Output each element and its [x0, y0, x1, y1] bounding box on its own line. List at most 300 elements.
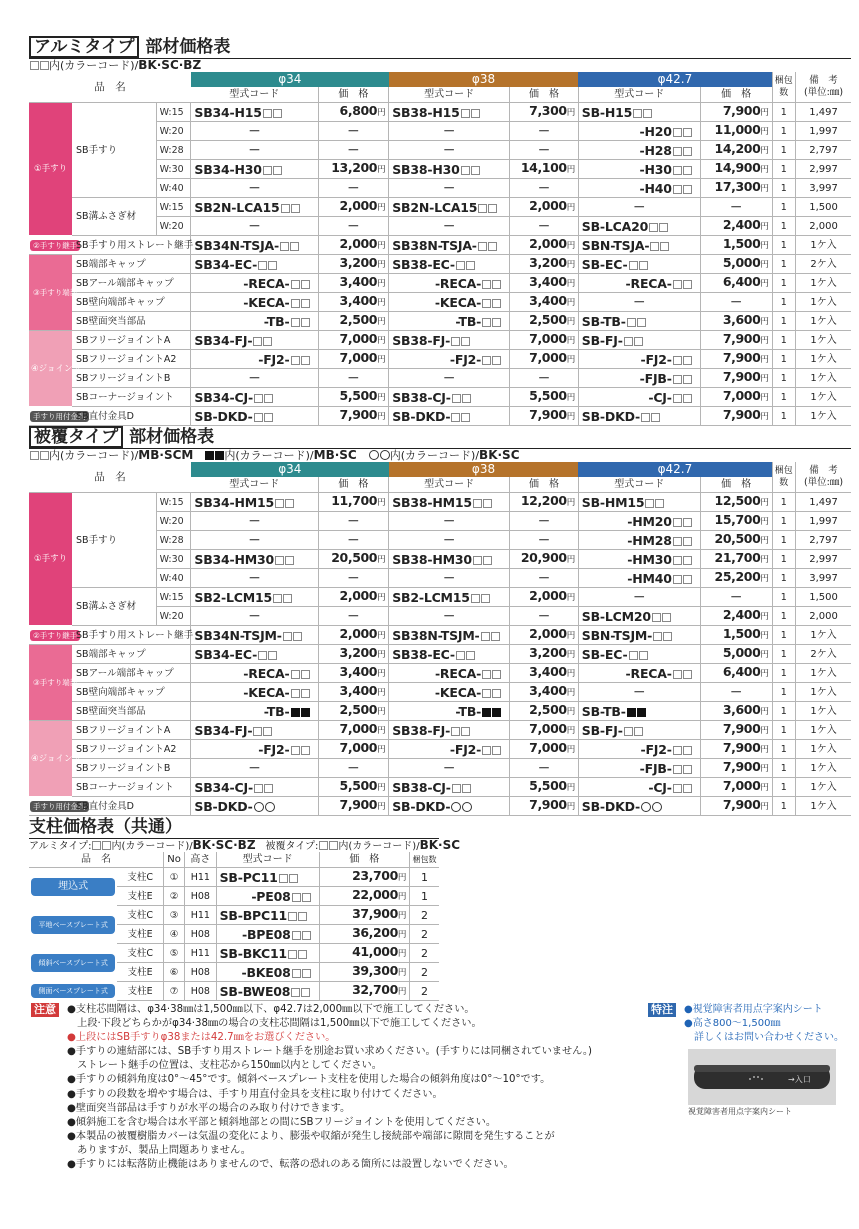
- item-name: SB手すり: [72, 103, 156, 198]
- code-cell: SB38-CJ-: [389, 778, 510, 797]
- special-line-2: ●高さ800～1,500㎜: [684, 1018, 781, 1029]
- remarks-cell: 1ケ入: [796, 312, 851, 331]
- code-cell: SB38-EC-: [389, 645, 510, 664]
- code-cell: SB34-FJ-: [191, 331, 318, 350]
- pack-cell: 1: [772, 588, 796, 607]
- post-hdr-pack: 梱包数: [410, 852, 439, 868]
- pack-cell: 1: [772, 797, 796, 816]
- table-row: [29, 103, 851, 122]
- price-cell: －: [318, 759, 389, 778]
- code-cell: －: [191, 607, 318, 626]
- code-cell: SB38-HM30: [389, 550, 510, 569]
- price-cell: 7,900円: [700, 350, 772, 369]
- pack-cell: 1: [772, 645, 796, 664]
- code-cell: -FJ2-: [578, 740, 700, 759]
- price-cell: 1,500円: [700, 626, 772, 645]
- price-cell: 2,500円: [510, 312, 579, 331]
- code-cell: SB34-EC-: [191, 255, 318, 274]
- post-category: 傾斜ベースプレート式: [29, 944, 117, 982]
- aluminum-price-table: [29, 72, 851, 426]
- category-cell: ②手すり継手: [29, 236, 72, 255]
- price-cell: 7,000円: [700, 778, 772, 797]
- hdr-d38: φ38: [389, 462, 579, 477]
- price-cell: 20,900円: [510, 550, 579, 569]
- table-row: [29, 982, 439, 1001]
- code-cell: －: [389, 141, 510, 160]
- width-cell: W:20: [156, 512, 191, 531]
- hdr-d38: φ38: [389, 72, 579, 87]
- price-cell: 5,500円: [318, 388, 389, 407]
- pack-cell: 1: [772, 683, 796, 702]
- post-price: 39,300円: [319, 963, 409, 982]
- table-row: [29, 868, 439, 887]
- post-code: -BPE08: [216, 925, 319, 944]
- remarks-cell: 1ケ入: [796, 664, 851, 683]
- code-cell: SB-DKD-: [389, 797, 510, 816]
- pack-cell: 1: [772, 407, 796, 426]
- code-cell: －: [389, 607, 510, 626]
- table-row: [29, 293, 851, 312]
- table-row: [29, 198, 851, 217]
- table-row: [29, 369, 851, 388]
- pack-cell: 1: [772, 721, 796, 740]
- code-cell: SB2N-LCA15: [389, 198, 510, 217]
- code-cell: SB-DKD-: [191, 797, 318, 816]
- price-cell: －: [510, 759, 579, 778]
- table-row: [29, 740, 851, 759]
- code-cell: -FJ2-: [578, 350, 700, 369]
- price-cell: 7,000円: [510, 740, 579, 759]
- remarks-cell: 3,997: [796, 569, 851, 588]
- note-line: ●壁面突当部品は手すりが水平の場合のみ取り付けできます。: [67, 1102, 351, 1114]
- hdr-code: 型式コード: [191, 87, 318, 103]
- price-cell: －: [318, 512, 389, 531]
- table-row: [29, 274, 851, 293]
- pack-cell: 1: [772, 179, 796, 198]
- pack-cell: 1: [772, 293, 796, 312]
- post-pack: 2: [410, 963, 439, 982]
- table-row: [29, 350, 851, 369]
- note-line: ●上段にはSB手すりφ38または42.7㎜をお選びください。: [67, 1032, 336, 1044]
- item-name: SB壁向端部キャップ: [72, 293, 191, 312]
- post-category: 側面ベースプレート式: [29, 982, 117, 1001]
- table-row: [29, 626, 851, 645]
- pack-cell: 1: [772, 350, 796, 369]
- hdr-code: 型式コード: [578, 477, 700, 493]
- pack-cell: 1: [772, 331, 796, 350]
- post-pack: 2: [410, 925, 439, 944]
- price-cell: 7,000円: [318, 721, 389, 740]
- remarks-cell: 1ケ入: [796, 797, 851, 816]
- note-line: ●手すりには転落防止機能はありませんので、転落の恐れのある箇所には設置しないでください。: [67, 1159, 514, 1171]
- item-name: SB壁向端部キャップ: [72, 683, 191, 702]
- code-cell: -CJ-: [578, 388, 700, 407]
- caution-tag: 注意: [31, 1003, 59, 1017]
- code-cell: SB34-FJ-: [191, 721, 318, 740]
- remarks-cell: 1,497: [796, 493, 851, 512]
- post-no: ⑤: [164, 944, 185, 963]
- hdr-pack: 梱包 数: [772, 72, 796, 103]
- code-cell: -RECA-: [191, 664, 318, 683]
- item-name: SB壁面突当部品: [72, 312, 191, 331]
- remarks-cell: 1ケ入: [796, 388, 851, 407]
- price-cell: 7,000円: [318, 331, 389, 350]
- remarks-cell: 1ケ入: [796, 331, 851, 350]
- price-cell: 3,400円: [318, 664, 389, 683]
- post-hdr-no: No: [164, 852, 185, 868]
- price-cell: 2,000円: [510, 236, 579, 255]
- hdr-d427: φ42.7: [578, 72, 772, 87]
- code-cell: －: [191, 569, 318, 588]
- table-row: [29, 797, 851, 816]
- table-row: [29, 493, 851, 512]
- code-cell: -HM20: [578, 512, 700, 531]
- price-cell: 25,200円: [700, 569, 772, 588]
- code-cell: -H30: [578, 160, 700, 179]
- code-cell: -H28: [578, 141, 700, 160]
- width-cell: W:40: [156, 569, 191, 588]
- code-cell: SB38-CJ-: [389, 388, 510, 407]
- table-row: [29, 255, 851, 274]
- price-cell: －: [700, 293, 772, 312]
- code-cell: SB38N-TSJM-: [389, 626, 510, 645]
- width-cell: W:20: [156, 217, 191, 236]
- hdr-d427: φ42.7: [578, 462, 772, 477]
- item-name: SBフリージョイントA: [72, 721, 191, 740]
- remarks-cell: 2ケ入: [796, 255, 851, 274]
- pack-cell: 1: [772, 312, 796, 331]
- pack-cell: 1: [772, 626, 796, 645]
- price-cell: 2,000円: [318, 236, 389, 255]
- post-height: H08: [185, 963, 217, 982]
- remarks-cell: 3,997: [796, 179, 851, 198]
- table-row: [29, 702, 851, 721]
- code-cell: －: [578, 588, 700, 607]
- post-title: 支柱価格表（共通）: [29, 817, 182, 837]
- pack-cell: 1: [772, 778, 796, 797]
- post-name: 支柱E: [117, 963, 163, 982]
- price-cell: －: [318, 217, 389, 236]
- remarks-cell: 1ケ入: [796, 778, 851, 797]
- hdr-code: 型式コード: [389, 87, 510, 103]
- price-cell: 6,400円: [700, 274, 772, 293]
- table-row: [29, 683, 851, 702]
- price-cell: 2,000円: [510, 198, 579, 217]
- price-cell: 20,500円: [700, 531, 772, 550]
- hdr-price: 価 格: [700, 477, 772, 493]
- width-cell: W:30: [156, 160, 191, 179]
- pack-cell: 1: [772, 122, 796, 141]
- item-name: SBフリージョイントA2: [72, 350, 191, 369]
- width-cell: W:15: [156, 493, 191, 512]
- pack-cell: 1: [772, 198, 796, 217]
- hdr-remarks: 備 考 (単位:㎜): [796, 72, 851, 103]
- table-row: [29, 312, 851, 331]
- code-cell: SB-LCA20: [578, 217, 700, 236]
- category-cell: ②手すり継手: [29, 626, 72, 645]
- code-cell: -RECA-: [389, 664, 510, 683]
- special-order: [648, 1003, 858, 1119]
- code-cell: -HM30: [578, 550, 700, 569]
- code-cell: －: [191, 531, 318, 550]
- hdr-code: 型式コード: [578, 87, 700, 103]
- price-cell: 3,400円: [510, 293, 579, 312]
- code-cell: SB-H15: [578, 103, 700, 122]
- coated-title: 被覆タイプ 部材価格表: [29, 426, 851, 448]
- hdr-code: 型式コード: [389, 477, 510, 493]
- price-cell: －: [318, 569, 389, 588]
- code-cell: －: [191, 122, 318, 141]
- category-cell: 手すり用付金具: [29, 797, 72, 816]
- post-code: SB-BKC11: [216, 944, 319, 963]
- code-cell: SB34N-TSJM-: [191, 626, 318, 645]
- price-cell: 3,400円: [318, 274, 389, 293]
- pack-cell: 1: [772, 759, 796, 778]
- code-cell: －: [191, 141, 318, 160]
- price-cell: －: [318, 607, 389, 626]
- post-hdr-item: 品 名: [29, 852, 164, 868]
- price-cell: －: [318, 141, 389, 160]
- pack-cell: 1: [772, 274, 796, 293]
- code-cell: -CJ-: [578, 778, 700, 797]
- coated-section: [29, 426, 851, 816]
- width-cell: W:20: [156, 122, 191, 141]
- post-category: 平地ベースプレート式: [29, 906, 117, 944]
- category-cell: ④ジョイント: [29, 721, 72, 797]
- code-cell: -HM40: [578, 569, 700, 588]
- post-pack: 2: [410, 982, 439, 1001]
- note-line: ありますが、製品上問題ありません。: [67, 1144, 251, 1156]
- price-cell: 2,000円: [318, 626, 389, 645]
- code-cell: -TB-: [389, 312, 510, 331]
- price-cell: 6,800円: [318, 103, 389, 122]
- width-cell: W:40: [156, 179, 191, 198]
- price-cell: 7,900円: [318, 797, 389, 816]
- price-cell: －: [510, 512, 579, 531]
- post-name: 支柱C: [117, 868, 163, 887]
- item-name: SB手すり: [72, 493, 156, 588]
- post-price-table: [29, 852, 439, 1001]
- pack-cell: 1: [772, 255, 796, 274]
- price-cell: 7,000円: [510, 721, 579, 740]
- pack-cell: 1: [772, 569, 796, 588]
- price-cell: －: [510, 531, 579, 550]
- post-name: 支柱E: [117, 982, 163, 1001]
- table-row: [29, 388, 851, 407]
- price-cell: 7,000円: [510, 331, 579, 350]
- price-cell: 15,700円: [700, 512, 772, 531]
- price-cell: －: [700, 588, 772, 607]
- price-cell: 14,100円: [510, 160, 579, 179]
- price-cell: －: [510, 369, 579, 388]
- pack-cell: 1: [772, 236, 796, 255]
- post-section: [29, 816, 461, 1001]
- price-cell: －: [700, 683, 772, 702]
- caution-notes: [31, 1003, 631, 1172]
- code-cell: SB-DKD-: [389, 407, 510, 426]
- post-code: SB-BPC11: [216, 906, 319, 925]
- price-cell: 7,900円: [700, 103, 772, 122]
- code-cell: －: [191, 759, 318, 778]
- category-cell: ①手すり: [29, 103, 72, 236]
- width-cell: W:15: [156, 198, 191, 217]
- price-cell: 3,600円: [700, 312, 772, 331]
- price-cell: 2,500円: [318, 312, 389, 331]
- item-name: SBアール端部キャップ: [72, 664, 191, 683]
- pack-cell: 1: [772, 702, 796, 721]
- code-cell: -FJ2-: [191, 350, 318, 369]
- price-cell: 3,200円: [510, 255, 579, 274]
- code-cell: SB34-EC-: [191, 645, 318, 664]
- remarks-cell: 1ケ入: [796, 274, 851, 293]
- price-cell: 7,000円: [318, 740, 389, 759]
- item-name: SBフリージョイントB: [72, 759, 191, 778]
- coated-color-note: 内(カラーコード)/MB·SCM 内(カラーコード)/MB·SC 内(カラーコード)/BK·SC: [29, 448, 851, 462]
- code-cell: -RECA-: [578, 664, 700, 683]
- price-cell: 3,400円: [510, 664, 579, 683]
- code-cell: -TB-: [389, 702, 510, 721]
- post-height: H08: [185, 887, 217, 906]
- code-cell: SB-EC-: [578, 255, 700, 274]
- pack-cell: 1: [772, 217, 796, 236]
- hdr-remarks: 備 考 (単位:㎜): [796, 462, 851, 493]
- post-code: SB-PC11: [216, 868, 319, 887]
- coated-price-table: [29, 462, 851, 816]
- remarks-cell: 1,500: [796, 588, 851, 607]
- price-cell: 11,000円: [700, 122, 772, 141]
- code-cell: －: [191, 369, 318, 388]
- hdr-price: 価 格: [318, 477, 389, 493]
- table-row: [29, 906, 439, 925]
- price-cell: －: [318, 122, 389, 141]
- table-row: [29, 664, 851, 683]
- price-cell: 17,300円: [700, 179, 772, 198]
- post-no: ⑦: [164, 982, 185, 1001]
- hdr-price: 価 格: [510, 477, 579, 493]
- code-cell: -H20: [578, 122, 700, 141]
- hdr-d34: φ34: [191, 72, 389, 87]
- pack-cell: 1: [772, 369, 796, 388]
- code-cell: -RECA-: [389, 274, 510, 293]
- special-tag: 特注: [648, 1003, 676, 1017]
- post-pack: 1: [410, 887, 439, 906]
- code-cell: -FJ2-: [389, 740, 510, 759]
- post-pack: 1: [410, 868, 439, 887]
- item-name: SB端部キャップ: [72, 645, 191, 664]
- aluminum-color-note: 内(カラーコード)/BK·SC·BZ: [29, 58, 851, 72]
- item-name: SBフリージョイントA: [72, 331, 191, 350]
- code-cell: SB2-LCM15: [191, 588, 318, 607]
- hdr-price: 価 格: [700, 87, 772, 103]
- price-cell: 5,000円: [700, 645, 772, 664]
- remarks-cell: 2,000: [796, 607, 851, 626]
- price-cell: －: [318, 179, 389, 198]
- code-cell: －: [191, 179, 318, 198]
- post-no: ③: [164, 906, 185, 925]
- code-cell: -KECA-: [389, 293, 510, 312]
- pack-cell: 1: [772, 388, 796, 407]
- price-cell: 12,500円: [700, 493, 772, 512]
- special-line-1: ●視覚障害者用点字案内シート: [684, 1004, 823, 1015]
- post-name: 支柱C: [117, 944, 163, 963]
- price-cell: 2,500円: [318, 702, 389, 721]
- code-cell: －: [389, 179, 510, 198]
- note-line: ●手すりの連結部には、SB手すり用ストレート継手を別途お買い求めください。(手すりには同梱されていません。): [67, 1046, 592, 1058]
- price-cell: 3,400円: [510, 683, 579, 702]
- price-cell: 2,500円: [510, 702, 579, 721]
- item-name: SB直付金具D: [72, 797, 191, 816]
- hdr-item: 品 名: [29, 462, 191, 493]
- code-cell: SB38-H30: [389, 160, 510, 179]
- post-name: 支柱C: [117, 906, 163, 925]
- code-cell: －: [389, 531, 510, 550]
- price-cell: 7,900円: [700, 797, 772, 816]
- remarks-cell: 1ケ入: [796, 626, 851, 645]
- price-cell: 7,900円: [700, 369, 772, 388]
- code-cell: SB-DKD-: [578, 797, 700, 816]
- item-name: SB手すり用ストレート継手: [72, 626, 191, 645]
- table-row: [29, 778, 851, 797]
- remarks-cell: 1,497: [796, 103, 851, 122]
- price-cell: 3,600円: [700, 702, 772, 721]
- price-cell: 5,500円: [510, 388, 579, 407]
- code-cell: SB34-CJ-: [191, 778, 318, 797]
- price-cell: 3,400円: [510, 274, 579, 293]
- pack-cell: 1: [772, 740, 796, 759]
- code-cell: SB-EC-: [578, 645, 700, 664]
- remarks-cell: 1ケ入: [796, 407, 851, 426]
- category-cell: ③手すり端部: [29, 255, 72, 331]
- post-code: -PE08: [216, 887, 319, 906]
- category-cell: ④ジョイント: [29, 331, 72, 407]
- code-cell: SB-TB-: [578, 702, 700, 721]
- code-cell: SBN-TSJM-: [578, 626, 700, 645]
- remarks-cell: 1ケ入: [796, 759, 851, 778]
- pack-cell: 1: [772, 550, 796, 569]
- price-cell: 1,500円: [700, 236, 772, 255]
- category-cell: ①手すり: [29, 493, 72, 626]
- remarks-cell: 1ケ入: [796, 369, 851, 388]
- pack-cell: 1: [772, 103, 796, 122]
- code-cell: -HM28: [578, 531, 700, 550]
- table-row: [29, 721, 851, 740]
- item-name: SBフリージョイントA2: [72, 740, 191, 759]
- post-hdr-code: 型式コード: [216, 852, 319, 868]
- post-price: 36,200円: [319, 925, 409, 944]
- note-line: ●手すりの段数を増やす場合は、手すり用直付金具を支柱に取り付けてください。: [67, 1088, 443, 1100]
- code-cell: SB38-FJ-: [389, 721, 510, 740]
- price-cell: 20,500円: [318, 550, 389, 569]
- remarks-cell: 2,000: [796, 217, 851, 236]
- table-row: [29, 645, 851, 664]
- price-cell: 7,900円: [700, 721, 772, 740]
- code-cell: SB34-CJ-: [191, 388, 318, 407]
- price-cell: 7,900円: [700, 759, 772, 778]
- width-cell: W:28: [156, 531, 191, 550]
- aluminum-section: [29, 36, 851, 426]
- code-cell: －: [578, 198, 700, 217]
- price-cell: 7,000円: [318, 350, 389, 369]
- item-name: SB溝ふさぎ材: [72, 198, 156, 236]
- price-cell: －: [510, 569, 579, 588]
- post-color-note: アルミタイプ: 内(カラーコード)/BK·SC·BZ 被覆タイプ: 内(カラーコード)/BK·SC: [29, 838, 461, 852]
- price-cell: 13,200円: [318, 160, 389, 179]
- width-cell: W:30: [156, 550, 191, 569]
- price-cell: 3,400円: [318, 683, 389, 702]
- price-cell: －: [318, 369, 389, 388]
- post-price: 32,700円: [319, 982, 409, 1001]
- code-cell: SB-DKD-: [578, 407, 700, 426]
